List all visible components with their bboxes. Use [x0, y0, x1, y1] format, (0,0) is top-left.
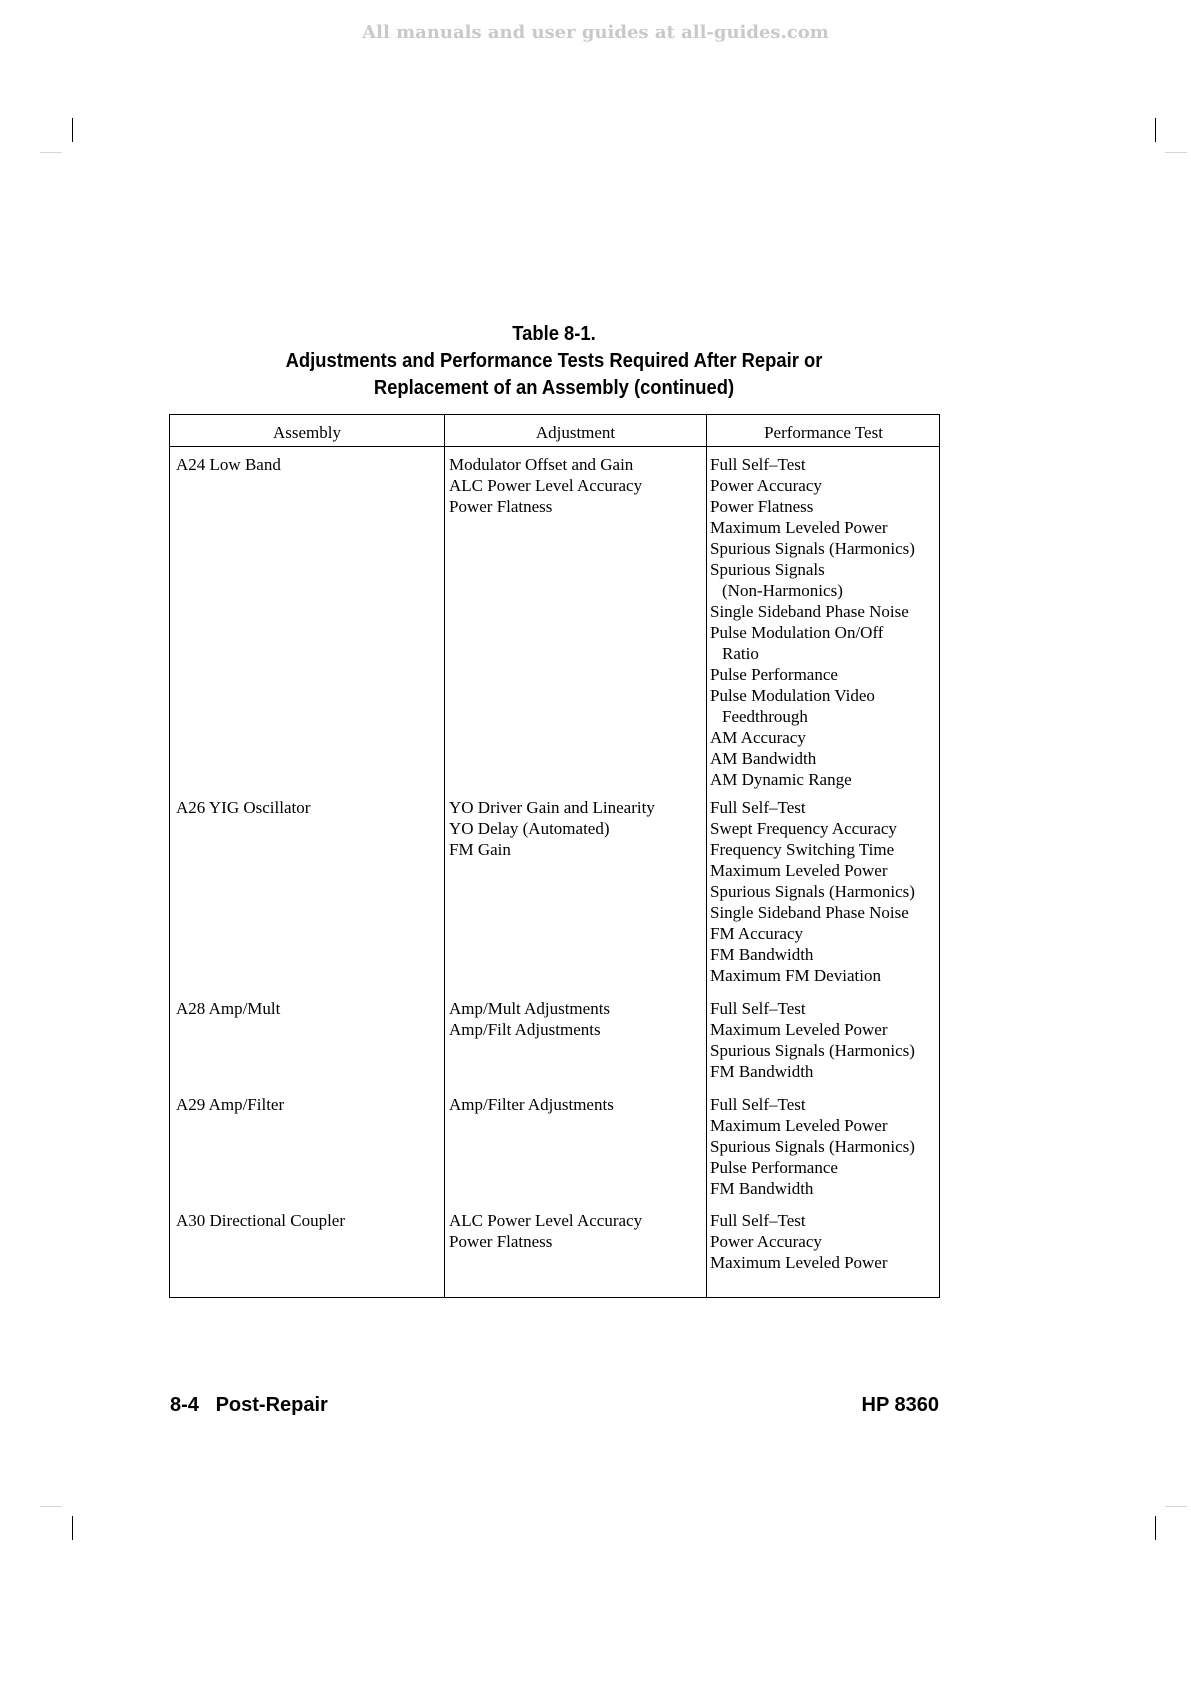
assembly-name: A26 YIG Oscillator: [176, 798, 311, 817]
assembly-name: A29 Amp/Filter: [176, 1095, 285, 1114]
watermark: All manuals and user guides at all-guides.com: [362, 22, 829, 43]
adjustment-item: ALC Power Level Accuracy: [449, 476, 643, 495]
footer-product: HP 8360: [861, 1394, 939, 1416]
assembly-name: A30 Directional Coupler: [176, 1211, 346, 1230]
performance-test-item: Maximum Leveled Power: [710, 518, 888, 537]
performance-test-cell: [710, 1210, 888, 1273]
header-assembly: Assembly: [273, 423, 341, 442]
assembly-name: A28 Amp/Mult: [176, 999, 281, 1018]
assembly-cell: [176, 797, 310, 818]
header-adjustment: Adjustment: [535, 423, 616, 442]
performance-test-item: Power Accuracy: [710, 1232, 822, 1251]
performance-test-item: Pulse Performance: [710, 1158, 838, 1177]
column-divider: [706, 414, 707, 1297]
adjustment-item: Amp/Mult Adjustments: [449, 999, 611, 1018]
performance-test-item: (Non-Harmonics): [722, 581, 843, 600]
performance-test-item: Single Sideband Phase Noise: [710, 903, 909, 922]
performance-test-cell: [710, 1094, 915, 1199]
adjustment-cell: [449, 998, 610, 1040]
performance-test-item: Maximum Leveled Power: [710, 1020, 888, 1039]
performance-test-item: FM Bandwidth: [710, 945, 814, 964]
performance-test-item: Spurious Signals (Harmonics): [710, 1041, 915, 1060]
performance-test-item: Spurious Signals (Harmonics): [710, 882, 915, 901]
performance-test-cell: [710, 797, 915, 986]
performance-test-item: Swept Frequency Accuracy: [710, 819, 897, 838]
table-header-rule: [169, 446, 940, 447]
adjustment-item: FM Gain: [449, 840, 511, 859]
adjustment-item: Amp/Filt Adjustments: [449, 1020, 601, 1039]
crop-mark: [40, 1506, 62, 1507]
crop-mark: [72, 1516, 73, 1540]
adjustment-item: Power Flatness: [449, 1232, 553, 1251]
performance-test-item: Feedthrough: [722, 707, 808, 726]
performance-test-item: Frequency Switching Time: [710, 840, 895, 859]
performance-test-item: Full Self–Test: [710, 1211, 806, 1230]
adjustment-item: ALC Power Level Accuracy: [449, 1211, 643, 1230]
performance-test-item: Spurious Signals (Harmonics): [710, 539, 915, 558]
assembly-cell: [176, 454, 281, 475]
assembly-cell: [176, 998, 280, 1019]
table-title-line-2: Replacement of an Assembly (continued): [373, 377, 735, 399]
performance-test-item: Full Self–Test: [710, 455, 806, 474]
performance-test-item: Single Sideband Phase Noise: [710, 602, 909, 621]
performance-test-item: Spurious Signals: [710, 560, 825, 579]
footer-page-section: 8-4 Post-Repair: [170, 1394, 328, 1416]
performance-test-item: Full Self–Test: [710, 1095, 806, 1114]
crop-mark: [1165, 1506, 1187, 1507]
adjustments-table: [169, 414, 940, 1298]
performance-test-item: Full Self–Test: [710, 798, 806, 817]
performance-test-cell: [710, 454, 915, 790]
performance-test-item: Pulse Modulation On/Off: [710, 623, 884, 642]
adjustment-item: YO Delay (Automated): [449, 819, 610, 838]
performance-test-item: FM Bandwidth: [710, 1062, 814, 1081]
table-number: Table 8-1.: [512, 323, 596, 345]
performance-test-item: Maximum FM Deviation: [710, 966, 881, 985]
assembly-name: A24 Low Band: [176, 455, 281, 474]
assembly-cell: [176, 1094, 284, 1115]
performance-test-item: Pulse Performance: [710, 665, 838, 684]
adjustment-cell: [449, 454, 642, 517]
performance-test-item: Power Flatness: [710, 497, 814, 516]
performance-test-item: AM Dynamic Range: [710, 770, 852, 789]
adjustment-item: Modulator Offset and Gain: [449, 455, 634, 474]
table-caption: [200, 321, 908, 402]
crop-mark: [40, 152, 62, 153]
crop-mark: [1165, 152, 1187, 153]
crop-mark: [72, 118, 73, 142]
adjustment-cell: [449, 1210, 642, 1252]
performance-test-item: AM Accuracy: [710, 728, 806, 747]
adjustment-item: YO Driver Gain and Linearity: [449, 798, 655, 817]
adjustment-item: Power Flatness: [449, 497, 553, 516]
assembly-cell: [176, 1210, 345, 1231]
performance-test-item: FM Accuracy: [710, 924, 804, 943]
performance-test-item: Pulse Modulation Video: [710, 686, 875, 705]
table-top-rule: [169, 414, 940, 415]
performance-test-item: FM Bandwidth: [710, 1179, 814, 1198]
performance-test-item: Power Accuracy: [710, 476, 822, 495]
adjustment-cell: [449, 797, 655, 860]
crop-mark: [1155, 1516, 1156, 1540]
performance-test-item: Ratio: [722, 644, 759, 663]
header-performance-test: Performance Test: [764, 423, 883, 442]
performance-test-item: Spurious Signals (Harmonics): [710, 1137, 915, 1156]
performance-test-item: Full Self–Test: [710, 999, 806, 1018]
crop-mark: [1155, 118, 1156, 142]
performance-test-item: Maximum Leveled Power: [710, 1253, 888, 1272]
table-title-line-1: Adjustments and Performance Tests Required After Repair or: [285, 350, 823, 372]
performance-test-cell: [710, 998, 915, 1082]
adjustment-item: Amp/Filter Adjustments: [449, 1095, 614, 1114]
performance-test-item: Maximum Leveled Power: [710, 1116, 888, 1135]
performance-test-item: AM Bandwidth: [710, 749, 817, 768]
column-divider: [444, 414, 445, 1297]
adjustment-cell: [449, 1094, 614, 1115]
performance-test-item: Maximum Leveled Power: [710, 861, 888, 880]
